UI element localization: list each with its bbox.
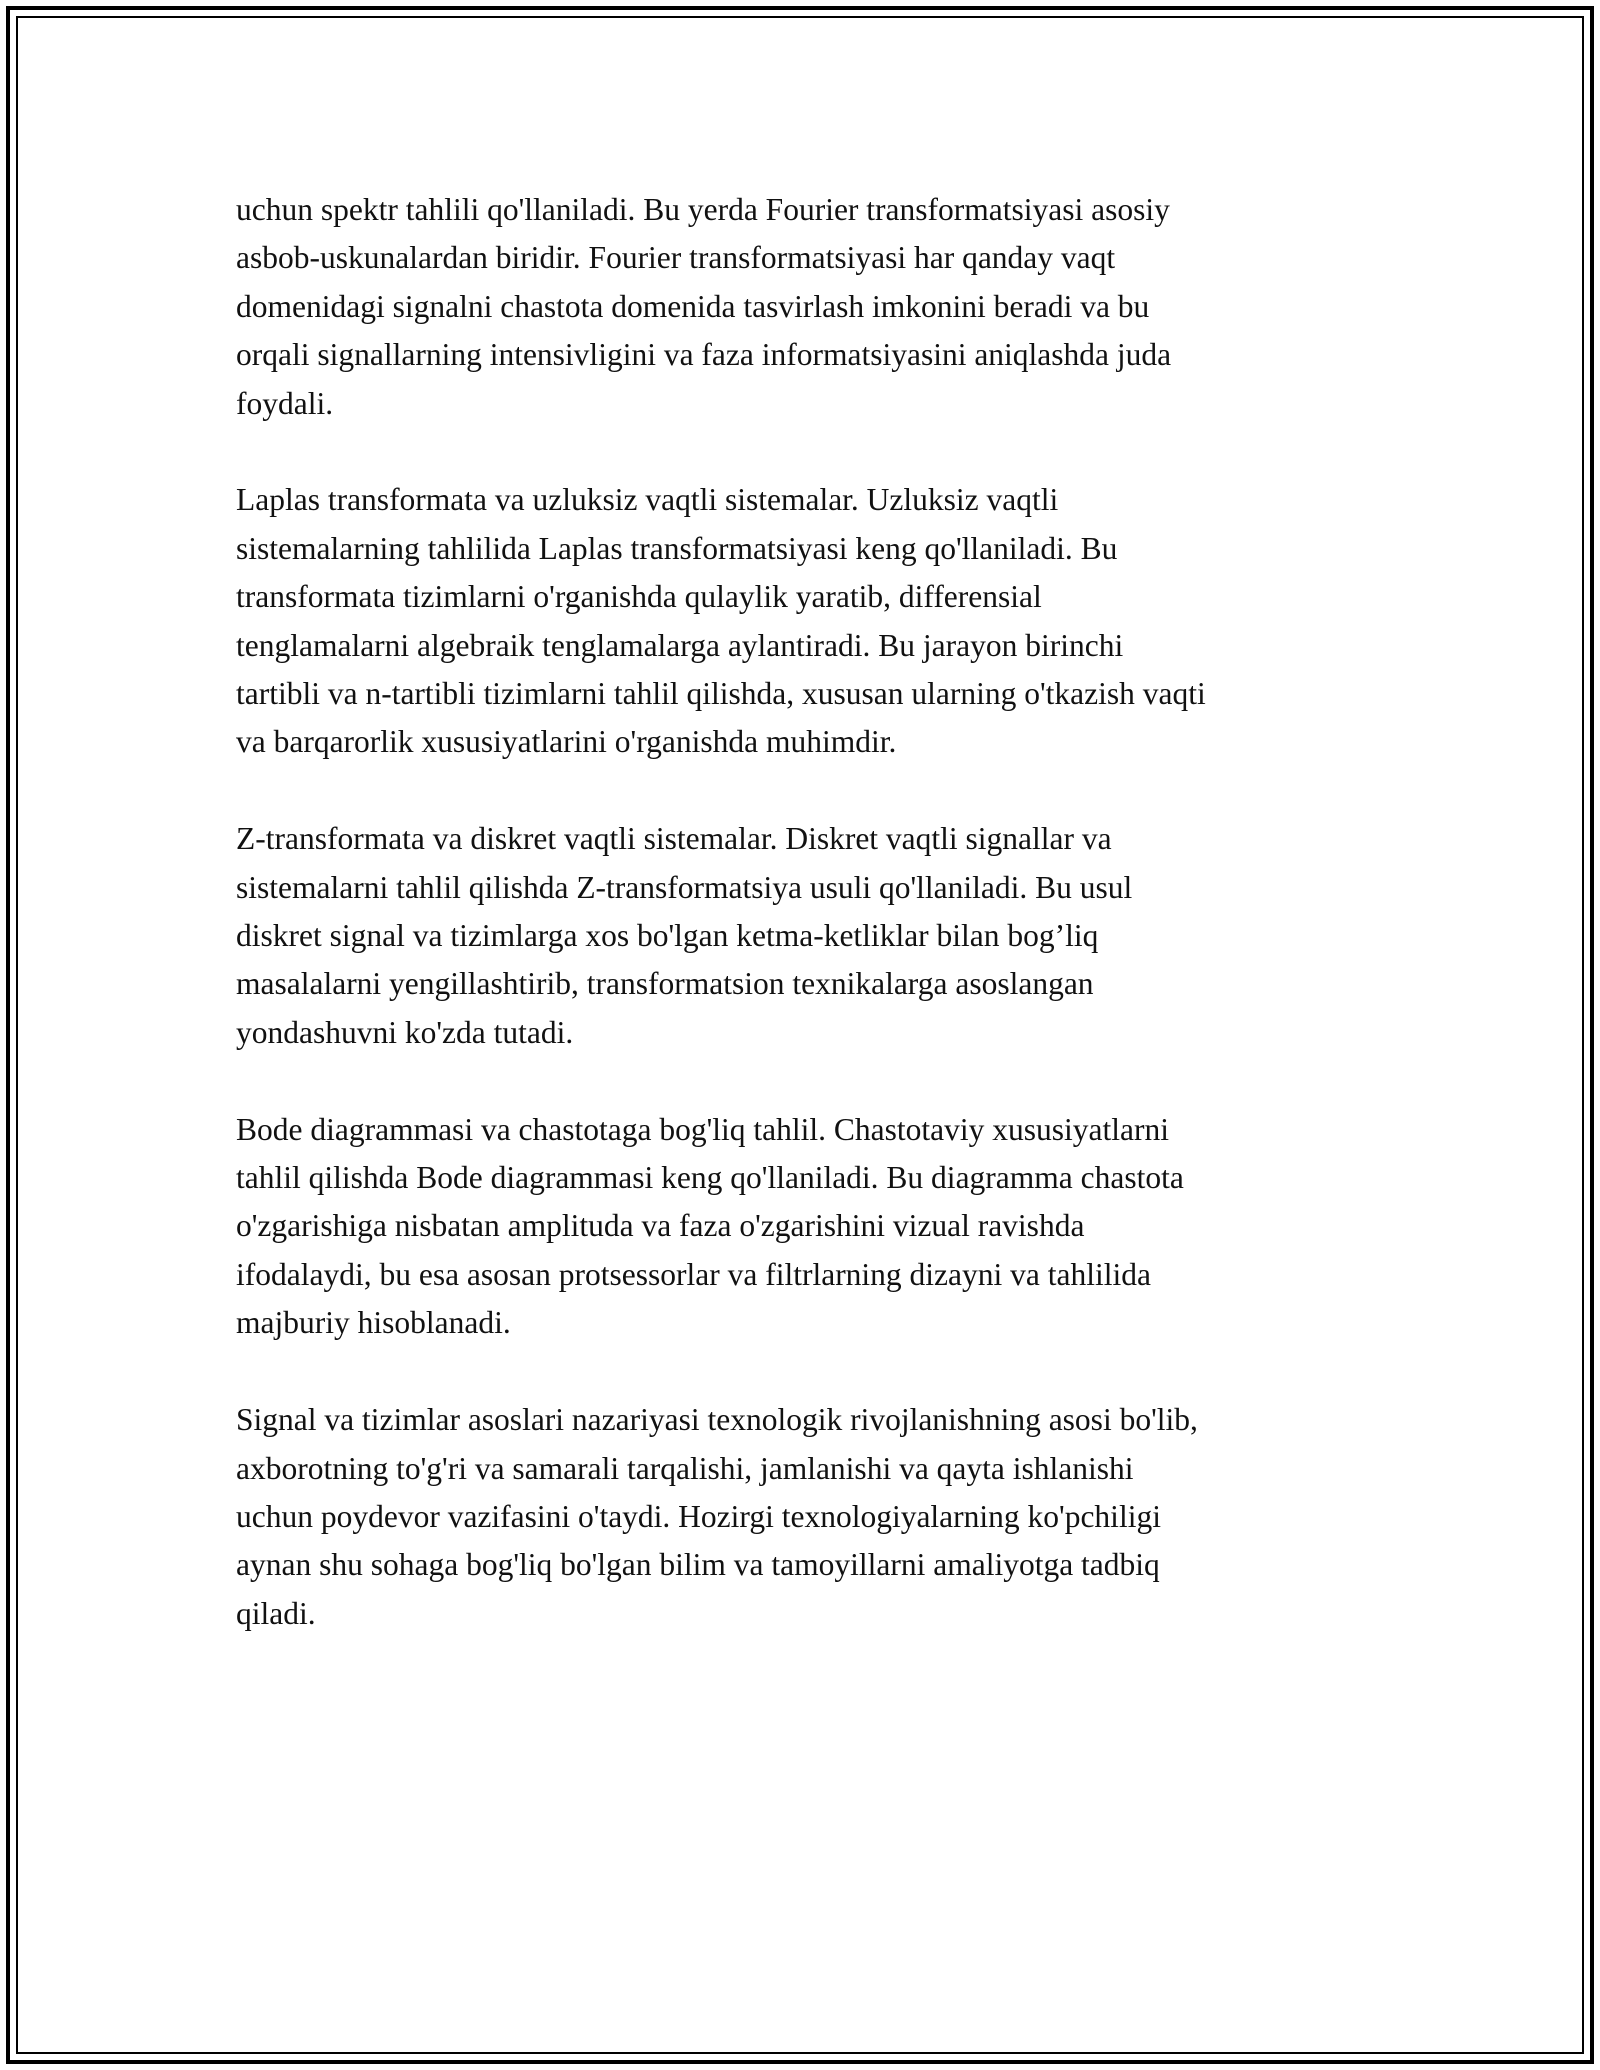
paragraph-laplace-transform: Laplas transformata va uzluksiz vaqtli sistemalar. Uzluksiz vaqtli sistemalarning tahlilida Laplas transformatsiyasi keng qo'llaniladi. Bu transformata tizimlarni o'rganishda qulaylik yaratib, differensial tenglamalarni algebraik tenglamalarga aylantiradi. Bu jarayon birinchi tartibli va n-tartibli tizimlarni tahlil qilishda, xususan ularning o'tkazish vaqti va barqarorlik xususiyatlarini o'rganishda muhimdir.	[236, 482, 1206, 760]
paragraph-fourier-transform: uchun spektr tahlili qo'llaniladi. Bu yerda Fourier transformatsiyasi asosiy asbob-uskunalardan biridir. Fourier transformatsiyasi har qanday vaqt domenidagi signalni chastota domenida tasvirlash imkonini beradi va bu orqali signallarning intensivligini va faza informatsiyasini aniqlashda juda foydali.	[236, 192, 1172, 421]
paragraph-z-transform: Z-transformata va diskret vaqtli sistemalar. Diskret vaqtli signallar va sistemalarni tahlil qilishda Z-transformatsiya usuli qo'llaniladi. Bu usul diskret signal va tizimlarga xos bo'lgan ketma-ketliklar bilan bog’liq masalalarni yengillashtirib, transformatsion texnikalarga asoslangan yondashuvni ko'zda tutadi.	[236, 821, 1133, 1050]
paragraph-conclusion: Signal va tizimlar asoslari nazariyasi texnologik rivojlanishning asosi bo'lib, axborotning to'g'ri va samarali tarqalishi, jamlanishi va qayta ishlanishi uchun poydevor vazifasini o'taydi. Hozirgi texnologiyalarning ko'pchiligi aynan shu sohaga bog'liq bo'lgan bilim va tamoyillarni amaliyotga tadbiq qiladi.	[236, 1402, 1198, 1631]
document-body	[236, 186, 1366, 1687]
paragraph-bode-diagram: Bode diagrammasi va chastotaga bog'liq tahlil. Chastotaviy xususiyatlarni tahlil qilishda Bode diagrammasi keng qo'llaniladi. Bu diagramma chastota o'zgarishiga nisbatan amplituda va faza o'zgarishini vizual ravishda ifodalaydi, bu esa asosan protsessorlar va filtrlarning dizayni va tahlilida majburiy hisoblanadi.	[236, 1111, 1184, 1341]
